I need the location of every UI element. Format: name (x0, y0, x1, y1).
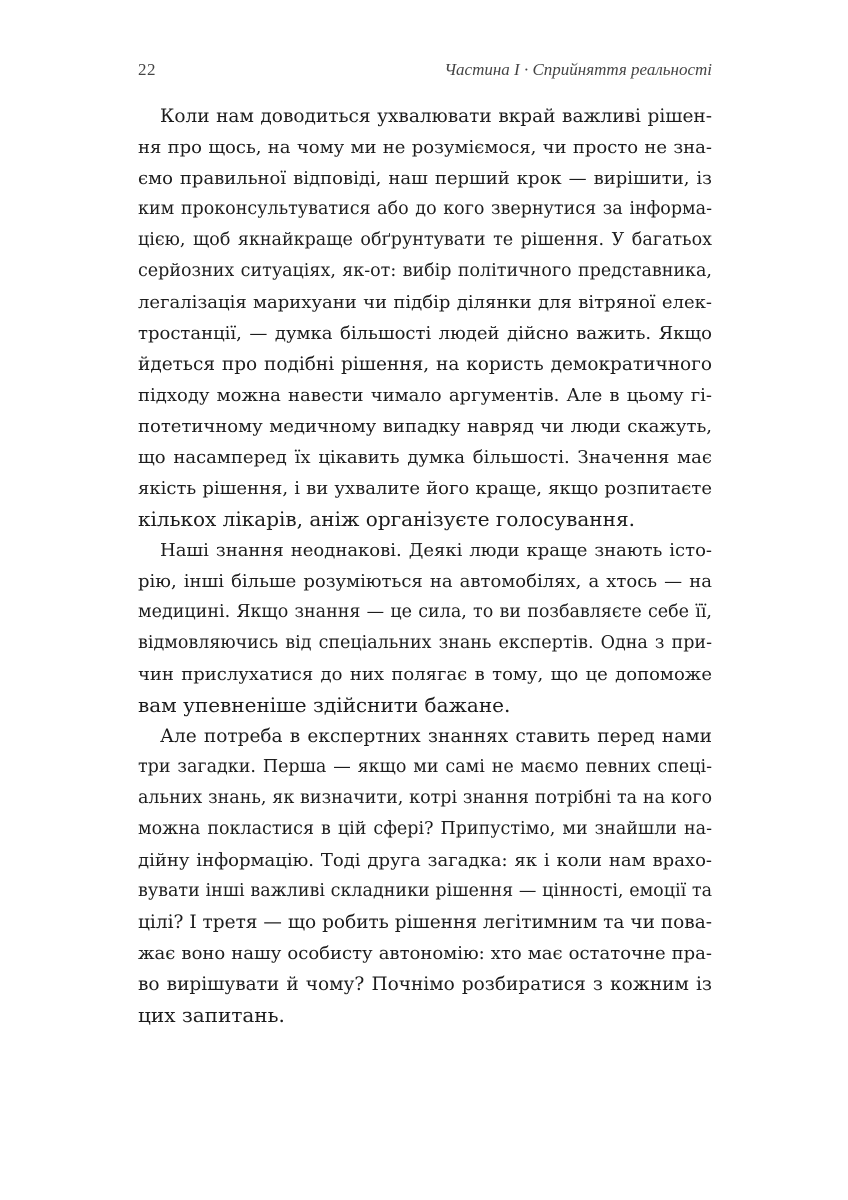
text-line: вам упевненіше здійснити бажане. (138, 693, 511, 717)
text-line: ємо правильної відповіді, наш перший крок — вирішити, із (138, 168, 712, 189)
text-line: чин прислухатися до них полягає в тому, що це допоможе (138, 664, 712, 685)
text-line: ня про щось, на чому ми не розуміємося, чи просто не зна- (138, 137, 712, 158)
text-line: Але потреба в експертних знаннях ставить перед нами (160, 726, 712, 747)
paragraph (138, 535, 712, 721)
text-line: Наші знання неоднакові. Деякі люди краще знають істо- (160, 540, 712, 561)
text-line: цілі? І третя — що робить рішення легітимним та чи пова- (138, 912, 712, 933)
text-line: можна покластися в цій сфері? Припустімо, ми знайшли на- (138, 819, 712, 839)
text-line: кількох лікарів, аніж організуєте голосування. (138, 507, 635, 531)
text-line: медицині. Якщо знання — це сила, то ви позбавляєте себе її, (138, 602, 712, 622)
chapter-title: Частина I · Сприйняття реальності (444, 60, 712, 79)
paragraph (138, 721, 712, 1031)
text-line: цих запитань. (138, 1003, 285, 1027)
text-line: йдеться про подібні рішення, на користь демократичного (138, 354, 712, 375)
text-line: вувати інші важливі складники рішення — цінності, емоції та (138, 881, 712, 901)
text-line: потетичному медичному випадку навряд чи люди скажуть, (138, 416, 712, 437)
text-line: цією, щоб якнайкраще обґрунтувати те рішення. У багатьох (138, 230, 712, 250)
text-line: відмовляючись від спеціальних знань експертів. Одна з при- (138, 633, 712, 653)
text-line: якість рішення, і ви ухвалите його краще, якщо розпитаєте (138, 478, 712, 499)
text-line: тростанції, — думка більшості людей дійсно важить. Якщо (138, 323, 712, 344)
text-line: підходу можна навести чимало аргументів. Але в цьому гі- (138, 385, 712, 406)
text-line: дійну інформацію. Тоді друга загадка: як і коли нам врахо- (138, 850, 712, 871)
text-line: Коли нам доводиться ухвалювати вкрай важливі рішен- (160, 106, 712, 127)
text-line: жає воно нашу особисту автономію: хто має остаточне пра- (138, 943, 712, 964)
text-line: рію, інші більше розуміються на автомобілях, а хтось — на (138, 571, 712, 592)
text-line: альних знань, як визначити, котрі знання потрібні та на кого (138, 788, 712, 808)
text-line: во вирішувати й чому? Почнімо розбиратися з кожним із (138, 974, 712, 995)
paragraph (138, 101, 712, 535)
text-line: ким проконсультуватися або до кого звернутися за інформа- (138, 199, 712, 219)
text-line: легалізація марихуани чи підбір ділянки для вітряної елек- (138, 292, 712, 313)
running-header (138, 60, 712, 84)
text-line: що насамперед їх цікавить думка більшості. Значення має (138, 447, 712, 468)
text-line: три загадки. Перша — якщо ми самі не маємо певних спеці- (138, 757, 712, 777)
body-text (138, 101, 712, 1031)
text-line: серйозних ситуаціях, як-от: вибір політичного представника, (138, 261, 712, 281)
page-number: 22 (138, 60, 156, 79)
